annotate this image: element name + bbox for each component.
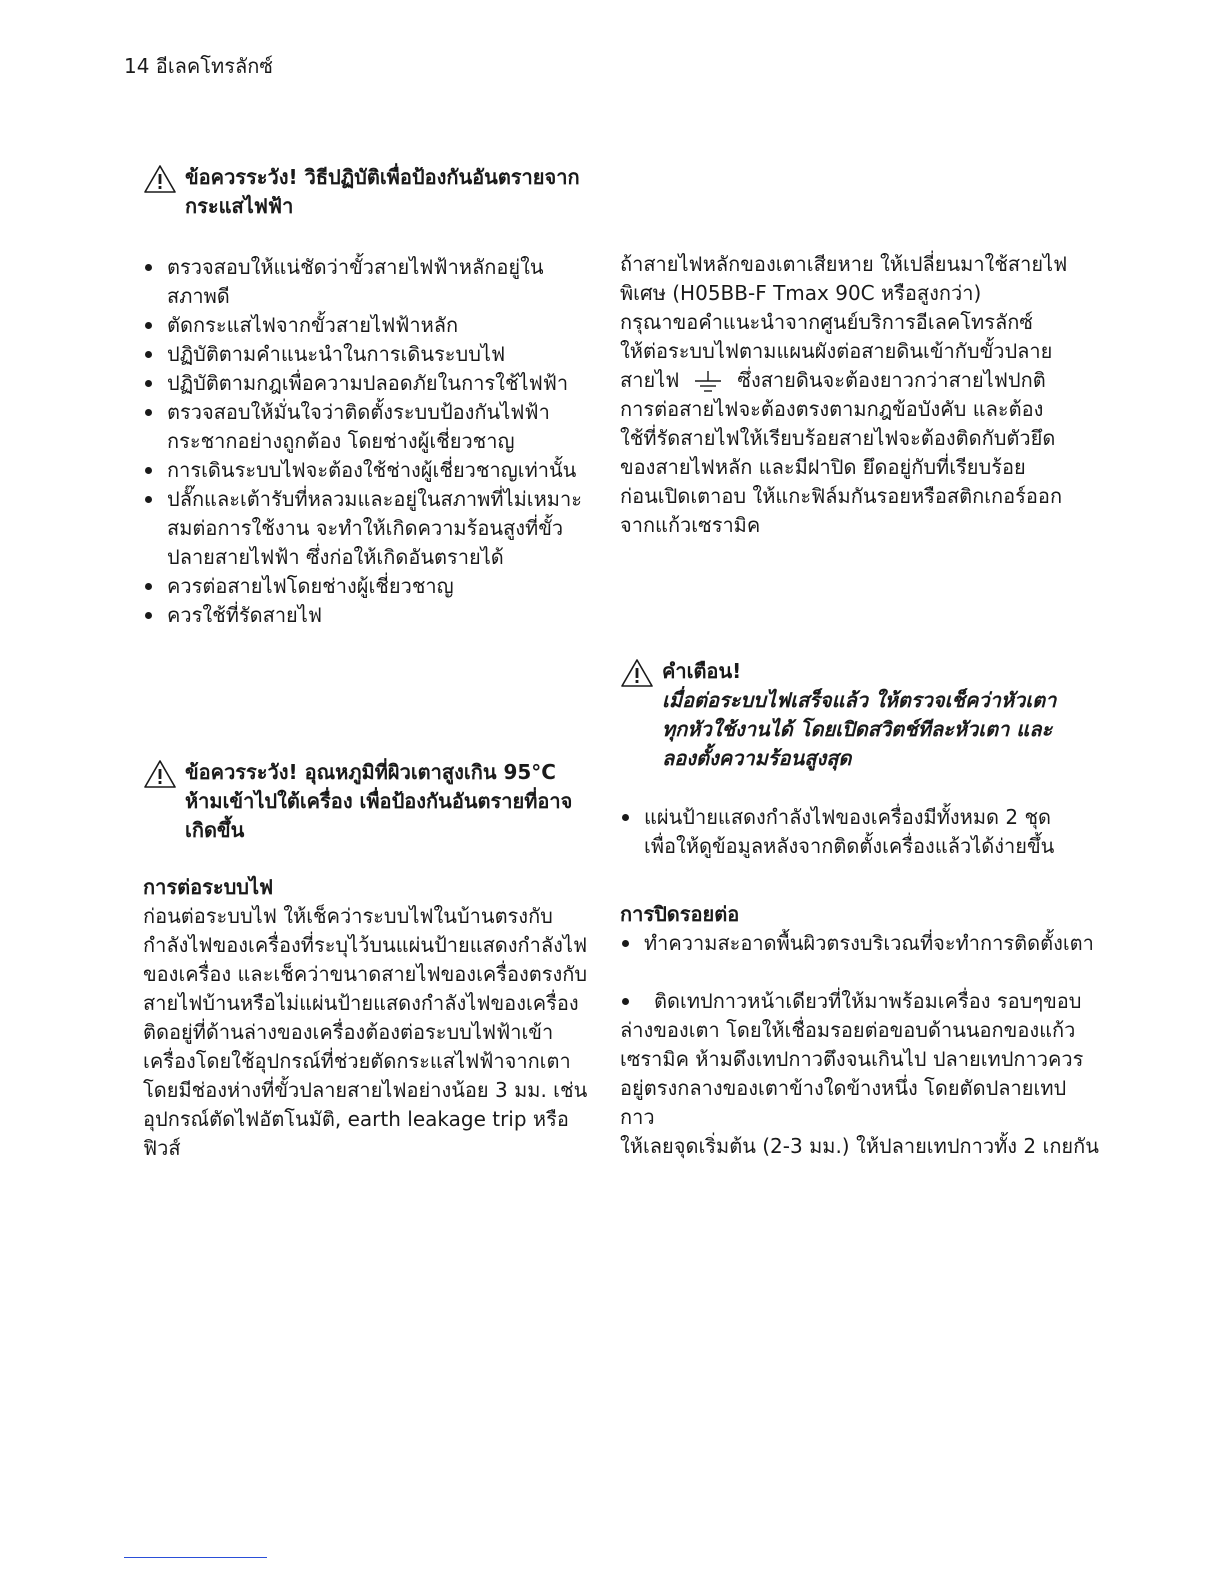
power-cable-paragraph	[620, 250, 1090, 540]
warning3-line: เมื่อต่อระบบไฟเสร็จแล้ว ให้ตรวจเช็คว่าหัวเตา	[662, 688, 1057, 712]
page-header: 14 อีเลคโทรลักซ์	[124, 54, 273, 78]
warning2-line: ห้ามเข้าไปใต้เครื่อง เพื่อป้องกันอันตรายที่อาจ	[185, 789, 573, 813]
paragraph-line: ก่อนเปิดเตาอบ ให้แกะฟิล์มกันรอยหรือสติกเกอร์ออก	[620, 484, 1063, 508]
warning-electrical-safety	[143, 163, 593, 221]
list-item	[620, 803, 1090, 861]
list-item: ตัดกระแสไฟจากขั้วสายไฟฟ้าหลัก	[143, 311, 593, 340]
sealing-section	[620, 900, 1100, 1161]
ground-symbol-icon	[693, 371, 723, 393]
paragraph-line: อยู่ตรงกลางของเตาข้างใดข้างหนึ่ง โดยตัดปลายเทปกาว	[620, 1076, 1067, 1129]
bullet-dot	[622, 998, 629, 1005]
paragraph-line: จากแก้วเซรามิค	[620, 513, 761, 537]
rating-plate-note	[620, 803, 1090, 861]
paragraph-text: ซึ่งสายดินจะต้องยาวกว่าสายไฟปกติ	[737, 368, 1046, 392]
paragraph-line: เครื่องโดยใช้อุปกรณ์ที่ช่วยตัดกระแสไฟฟ้าจากเตา	[143, 1049, 571, 1073]
warning2-line: ข้อควรระวัง! อุณหภูมิที่ผิวเตาสูงเกิน 95°C	[185, 760, 556, 784]
list-item: ปฏิบัติตามกฎเพื่อความปลอดภัยในการใช้ไฟฟ้า	[143, 369, 593, 398]
paragraph-line: กำลังไฟของเครื่องที่ระบุไว้บนแผ่นป้ายแสดงกำลังไฟ	[143, 933, 588, 957]
list-item-line: แผ่นป้ายแสดงกำลังไฟของเครื่องมีทั้งหมด 2 ชุด	[644, 805, 1052, 829]
list-item: การเดินระบบไฟจะต้องใช้ช่างผู้เชี่ยวชาญเท่านั้น	[143, 456, 593, 485]
paragraph-line: การต่อสายไฟจะต้องตรงตามกฎข้อบังคับ และต้อง	[620, 397, 1044, 421]
paragraph-line: พิเศษ (H05BB-F Tmax 90C หรือสูงกว่า)	[620, 281, 982, 305]
list-item: ปฏิบัติตามคำแนะนำในการเดินระบบไฟ	[143, 340, 593, 369]
section-title: การต่อระบบไฟ	[143, 875, 274, 899]
paragraph-line: ติดเทปกาวหน้าเดียวที่ให้มาพร้อมเครื่อง รอบๆขอบ	[654, 989, 1082, 1013]
footer-rule	[124, 1557, 267, 1558]
safety-bullet-list	[143, 253, 593, 630]
list-item: ควรต่อสายไฟโดยช่างผู้เชี่ยวชาญ	[143, 572, 593, 601]
paragraph-line	[620, 366, 1090, 395]
warning-check-burners	[620, 657, 1100, 773]
list-item: ควรใช้ที่รัดสายไฟ	[143, 601, 593, 630]
paragraph-line: อุปกรณ์ตัดไฟอัตโนมัติ, earth leakage trip หรือฟิวส์	[143, 1107, 569, 1160]
paragraph-line: สายไฟบ้านหรือไม่แผ่นป้ายแสดงกำลังไฟของเครื่อง	[143, 991, 579, 1015]
paragraph-line: ให้เลยจุดเริ่มต้น (2-3 มม.) ให้ปลายเทปกาวทั้ง 2 เกยกัน	[620, 1134, 1099, 1158]
paragraph-line: ให้ต่อระบบไฟตามแผนผังต่อสายดินเข้ากับขั้วปลาย	[620, 339, 1053, 363]
warning-hot-surface	[143, 758, 603, 845]
list-item: ทำความสะอาดพื้นผิวตรงบริเวณที่จะทำการติดตั้งเตา	[620, 929, 1100, 958]
section-title: การปิดรอยต่อ	[620, 902, 740, 926]
paragraph-line: กรุณาขอคำแนะนำจากศูนย์บริการอีเลคโทรลักซ์	[620, 310, 1033, 334]
warning3-line: ลองตั้งความร้อนสูงสุด	[662, 746, 852, 770]
paragraph-line: โดยมีช่องห่างที่ขั้วปลายสายไฟอย่างน้อย 3 มม. เช่น	[143, 1078, 588, 1102]
paragraph-line: ใช้ที่รัดสายไฟให้เรียบร้อยสายไฟจะต้องติดกับตัวยึด	[620, 426, 1056, 450]
warning-triangle-icon	[143, 164, 177, 194]
list-item: ปลั๊กและเต้ารับที่หลวมและอยู่ในสภาพที่ไม่เหมาะสมต่อการใช้งาน จะทำให้เกิดความร้อนสูงที่ขั้วปลายสายไฟฟ้า ซึ่งก่อให้เกิดอันตรายได้	[143, 485, 593, 572]
list-item: ตรวจสอบให้มั่นใจว่าติดตั้งระบบป้องกันไฟฟ้ากระชากอย่างถูกต้อง โดยช่างผู้เชี่ยวชาญ	[143, 398, 593, 456]
paragraph-line: ของเครื่อง และเช็คว่าขนาดสายไฟของเครื่องตรงกับ	[143, 962, 588, 986]
warning-triangle-icon	[143, 759, 177, 789]
paragraph-line: ติดอยู่ที่ด้านล่างของเครื่องต้องต่อระบบไฟฟ้าเข้า	[143, 1020, 554, 1044]
warning3-line: ทุกหัวใช้งานได้ โดยเปิดสวิตช์ทีละหัวเตา และ	[662, 717, 1053, 741]
list-item: ตรวจสอบให้แน่ชัดว่าขั้วสายไฟฟ้าหลักอยู่ในสภาพดี	[143, 253, 593, 311]
warning1-line: กระแสไฟฟ้า	[185, 194, 294, 218]
paragraph-line: ล่างของเตา โดยให้เชื่อมรอยต่อขอบด้านนอกของแก้ว	[620, 1018, 1076, 1042]
paragraph-line: ก่อนต่อระบบไฟ ให้เช็คว่าระบบไฟในบ้านตรงกับ	[143, 904, 553, 928]
warning-triangle-icon	[620, 658, 654, 688]
electrical-connection-section	[143, 873, 603, 1163]
warning2-line: เกิดขึ้น	[185, 818, 245, 842]
paragraph-text: สายไฟ	[620, 368, 680, 392]
warning1-line: ข้อควรระวัง! วิธีปฏิบัติเพื่อป้องกันอันตรายจาก	[185, 165, 580, 189]
paragraph-line: ของสายไฟหลัก และมีฝาปิด ยึดอยู่กับที่เรียบร้อย	[620, 455, 1026, 479]
warning3-title: คำเตือน!	[662, 659, 742, 683]
list-item-line: เพื่อให้ดูข้อมูลหลังจากติดตั้งเครื่องแล้วได้ง่ายขึ้น	[644, 834, 1055, 858]
paragraph-line: ถ้าสายไฟหลักของเตาเสียหาย ให้เปลี่ยนมาใช้สายไฟ	[620, 252, 1068, 276]
paragraph-line: เซรามิค ห้ามดึงเทปกาวตึงจนเกินไป ปลายเทปกาวควร	[620, 1047, 1084, 1071]
